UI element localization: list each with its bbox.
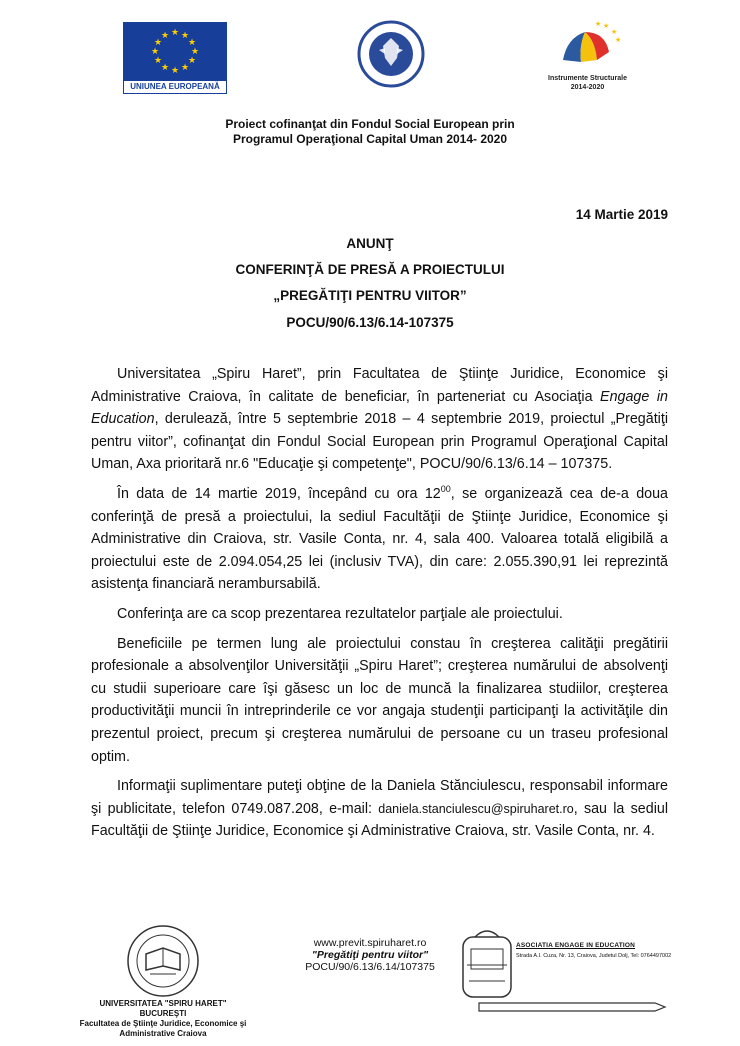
- cofinance-statement: [0, 117, 740, 147]
- svg-text:★: ★: [611, 28, 618, 36]
- instrumente-structurale-caption: Instrumente Structurale 2014-2020: [548, 75, 627, 91]
- svg-text:★: ★: [180, 63, 190, 73]
- conference-heading: CONFERINŢĂ DE PRESĂ A PROIECTULUI: [235, 262, 505, 277]
- project-name-heading: „PREGĂTIŢI PENTRU VIITOR”: [273, 288, 467, 303]
- svg-text:★: ★: [595, 20, 602, 28]
- cofinance-line-2: Programul Operaţional Capital Uman 2014- 2020: [232, 132, 508, 146]
- eu-logo: [123, 22, 227, 94]
- paragraph-1: Universitatea „Spiru Haret”, prin Facultatea de Ştiinţe Juridice, Economice şi Administrative Craiova, în calitate de beneficiar, în parteneriat cu Asociaţia Engage in Education, derulează, între 5 septembrie 2018 – 4 septembrie 2019, proiectul „Pregătiţi pentru viitor”, cofinanţat din Fondul Social European prin Programul Operaţional Capital Uman, Axa prioritară nr.6 "Educaţie şi competenţe", POCU/90/6.13/6.14 – 107375.: [91, 366, 668, 473]
- cofinance-line-1: Proiect cofinanţat din Fondul Social European prin: [225, 117, 515, 131]
- document-date: 14 Martie 2019: [575, 207, 668, 222]
- footer-project-info: [260, 937, 480, 973]
- svg-text:★: ★: [160, 31, 170, 41]
- engage-in-education-logo: [459, 925, 672, 1020]
- eu-caption: UNIUNEA EUROPEANĂ: [123, 80, 227, 94]
- paragraph-2: În data de 14 martie 2019, începând cu ora $12^{00}$, se organizează cea de-a doua conferinţă de presă a proiectului, la sediul Facultăţii de Ştiinţe Juridice, Economice şi Administrative din Craiova, str. Vasile Conta, nr. 4, sala 400. Valoarea totală eligibilă a proiectului este de 2.094.054,25 lei (inclusiv TVA), din care: 2.055.390,91 lei reprezintă asistenţa financiară nerambursabilă.: [91, 484, 669, 593]
- project-code-heading: POCU/90/6.13/6.14-107375: [286, 315, 454, 330]
- paragraph-4: Beneficiile pe termen lung ale proiectului constau în creşterea calităţii pregătirii profesionale a absolvenţilor Universităţii „Spiru Haret”; creşterea numărului de absolvenţi cu studii superioare care îşi găsesc un loc de muncă la finalizarea studiilor, creşterea productivităţii muncii în intreprinderile ce vor angaja studenţii participanţi la activităţile din prezentul proiect, precum şi creşterea numărului de persoane cu un traseu profesional optim.: [91, 635, 668, 765]
- svg-text:★: ★: [160, 63, 170, 73]
- contact-email: daniela.stanciulescu@spiruharet.ro: [378, 801, 574, 816]
- footer-project-code: POCU/90/6.13/6.14/107375: [305, 961, 435, 973]
- svg-text:★: ★: [153, 56, 163, 66]
- announcement-heading: ANUNŢ: [346, 236, 394, 251]
- svg-text:★: ★: [615, 36, 622, 44]
- association-address: Strada A.I. Cuza, Nr. 13, Craiova, Judetul Dolj, Tel: 0764497002: [516, 953, 672, 959]
- university-logo: [126, 924, 200, 998]
- association-title: ASOCIATIA ENGAGE IN EDUCATION: [516, 942, 636, 949]
- svg-text:★: ★: [153, 38, 163, 48]
- announcement-body: [91, 363, 668, 850]
- project-website: www.previt.spiruharet.ro: [313, 937, 427, 949]
- eu-flag: [123, 22, 227, 80]
- eu-stars-icon: [123, 22, 227, 80]
- paragraph-3: Conferinţa are ca scop prezentarea rezultatelor parţiale ale proiectului.: [117, 605, 563, 622]
- svg-text:★: ★: [603, 22, 610, 30]
- government-seal-logo: [357, 20, 425, 88]
- svg-text:★: ★: [187, 56, 197, 66]
- svg-text:★: ★: [187, 38, 197, 48]
- paragraph-5: Informaţii suplimentare puteţi obţine de la Daniela Stănciulescu, responsabil informare şi publicitate, telefon 0749.087.208, e-mail: daniela.stanciulescu@spiruharet.ro, sau la sediul Facultăţii de Ştiinţe Juridice, Economice şi Administrative Craiova, str. Vasile Conta, nr. 4.: [91, 778, 669, 840]
- svg-text:★: ★: [180, 31, 190, 41]
- svg-text:★: ★: [170, 28, 180, 38]
- project-label: "Pregătiţi pentru viitor": [311, 949, 429, 961]
- svg-text:★: ★: [150, 47, 160, 57]
- svg-text:★: ★: [170, 66, 180, 76]
- svg-text:★: ★: [190, 47, 200, 57]
- university-caption: UNIVERSITATEA "SPIRU HARET" BUCUREŞTI Facultatea de Ştiinţe Juridice, Economice şi Administrative Craiova: [79, 999, 247, 1038]
